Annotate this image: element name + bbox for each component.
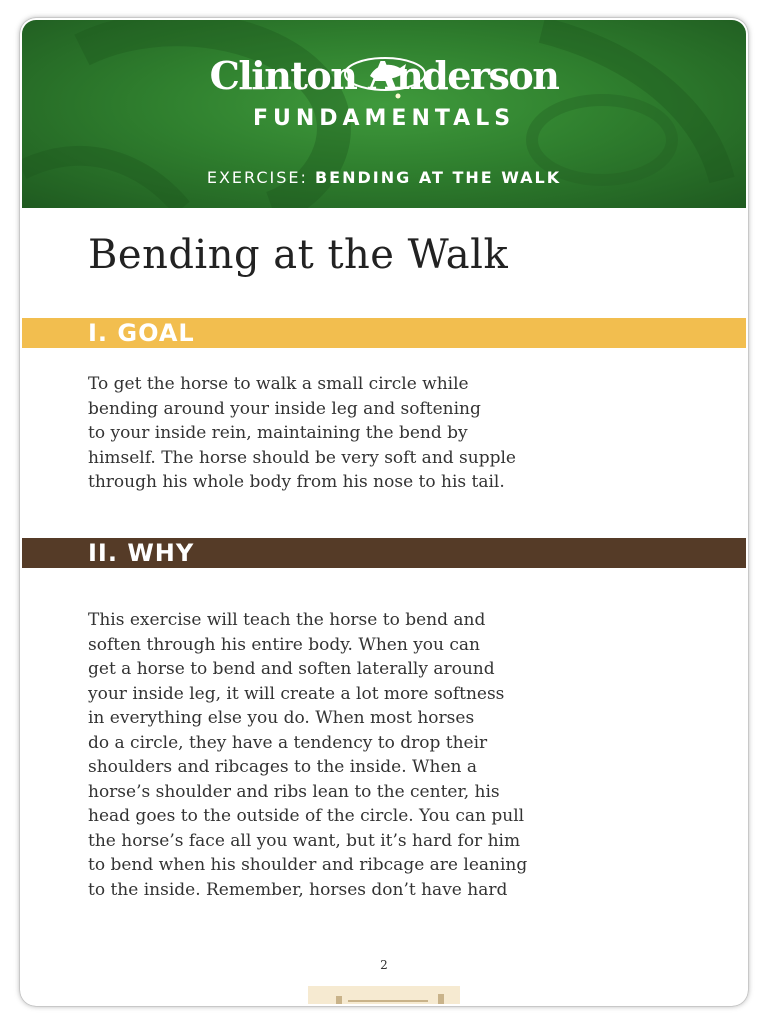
section-heading-why: II. WHY [22,538,746,568]
paragraph-line: through his whole body from his nose to his tail. [88,472,505,492]
paragraph-line: your inside leg, it will create a lot more softness [88,683,505,704]
paragraph-line: head goes to the outside of the circle. You can pull [88,806,525,826]
paragraph-line: to the inside. Remember, horses don’t have hard [88,879,508,900]
brand-subtitle: FUNDAMENTALS [252,106,516,131]
paragraph-line: soften through his entire body. When you can [88,634,480,655]
exercise-label [22,168,746,187]
paragraph-line: horse’s shoulder and ribs lean to the center, his [88,781,500,802]
paragraph-line: To get the horse to walk a small circle while [88,374,469,394]
paragraph-line: do a circle, they have a tendency to drop their [88,732,488,753]
goal-paragraph [88,372,608,495]
why-paragraph [88,608,608,902]
paragraph-line: to bend when his shoulder and ribcage are leaning [88,855,528,875]
paragraph-line: shoulders and ribcages to the inside. When a [88,757,478,777]
document-page[interactable] [22,20,746,1004]
paragraph-line: This exercise will teach the horse to bend and [88,610,486,630]
thumbnail-mark [336,996,342,1004]
paragraph-line: bending around your inside leg and softening [88,398,481,419]
paragraph-line: the horse’s face all you want, but it’s hard for him [88,830,521,851]
thumbnail-mark [348,1000,428,1002]
page-title: Bending at the Walk [88,232,509,278]
paragraph-line: in everything else you do. When most horses [88,708,475,728]
section-heading-goal: I. GOAL [22,318,746,348]
thumbnail-mark [438,994,444,1004]
page-number: 2 [380,958,388,972]
paragraph-line: to your inside rein, maintaining the bend by [88,423,468,443]
brand-name: Clinton Anderson [209,53,559,98]
paragraph-line: get a horse to bend and soften laterally around [88,659,495,679]
paragraph-line: himself. The horse should be very soft and supple [88,447,516,468]
exercise-name: BENDING AT THE WALK [314,168,562,187]
exercise-prefix: EXERCISE: [206,168,308,187]
next-page-thumbnail[interactable] [308,986,460,1004]
header-banner [22,20,746,208]
